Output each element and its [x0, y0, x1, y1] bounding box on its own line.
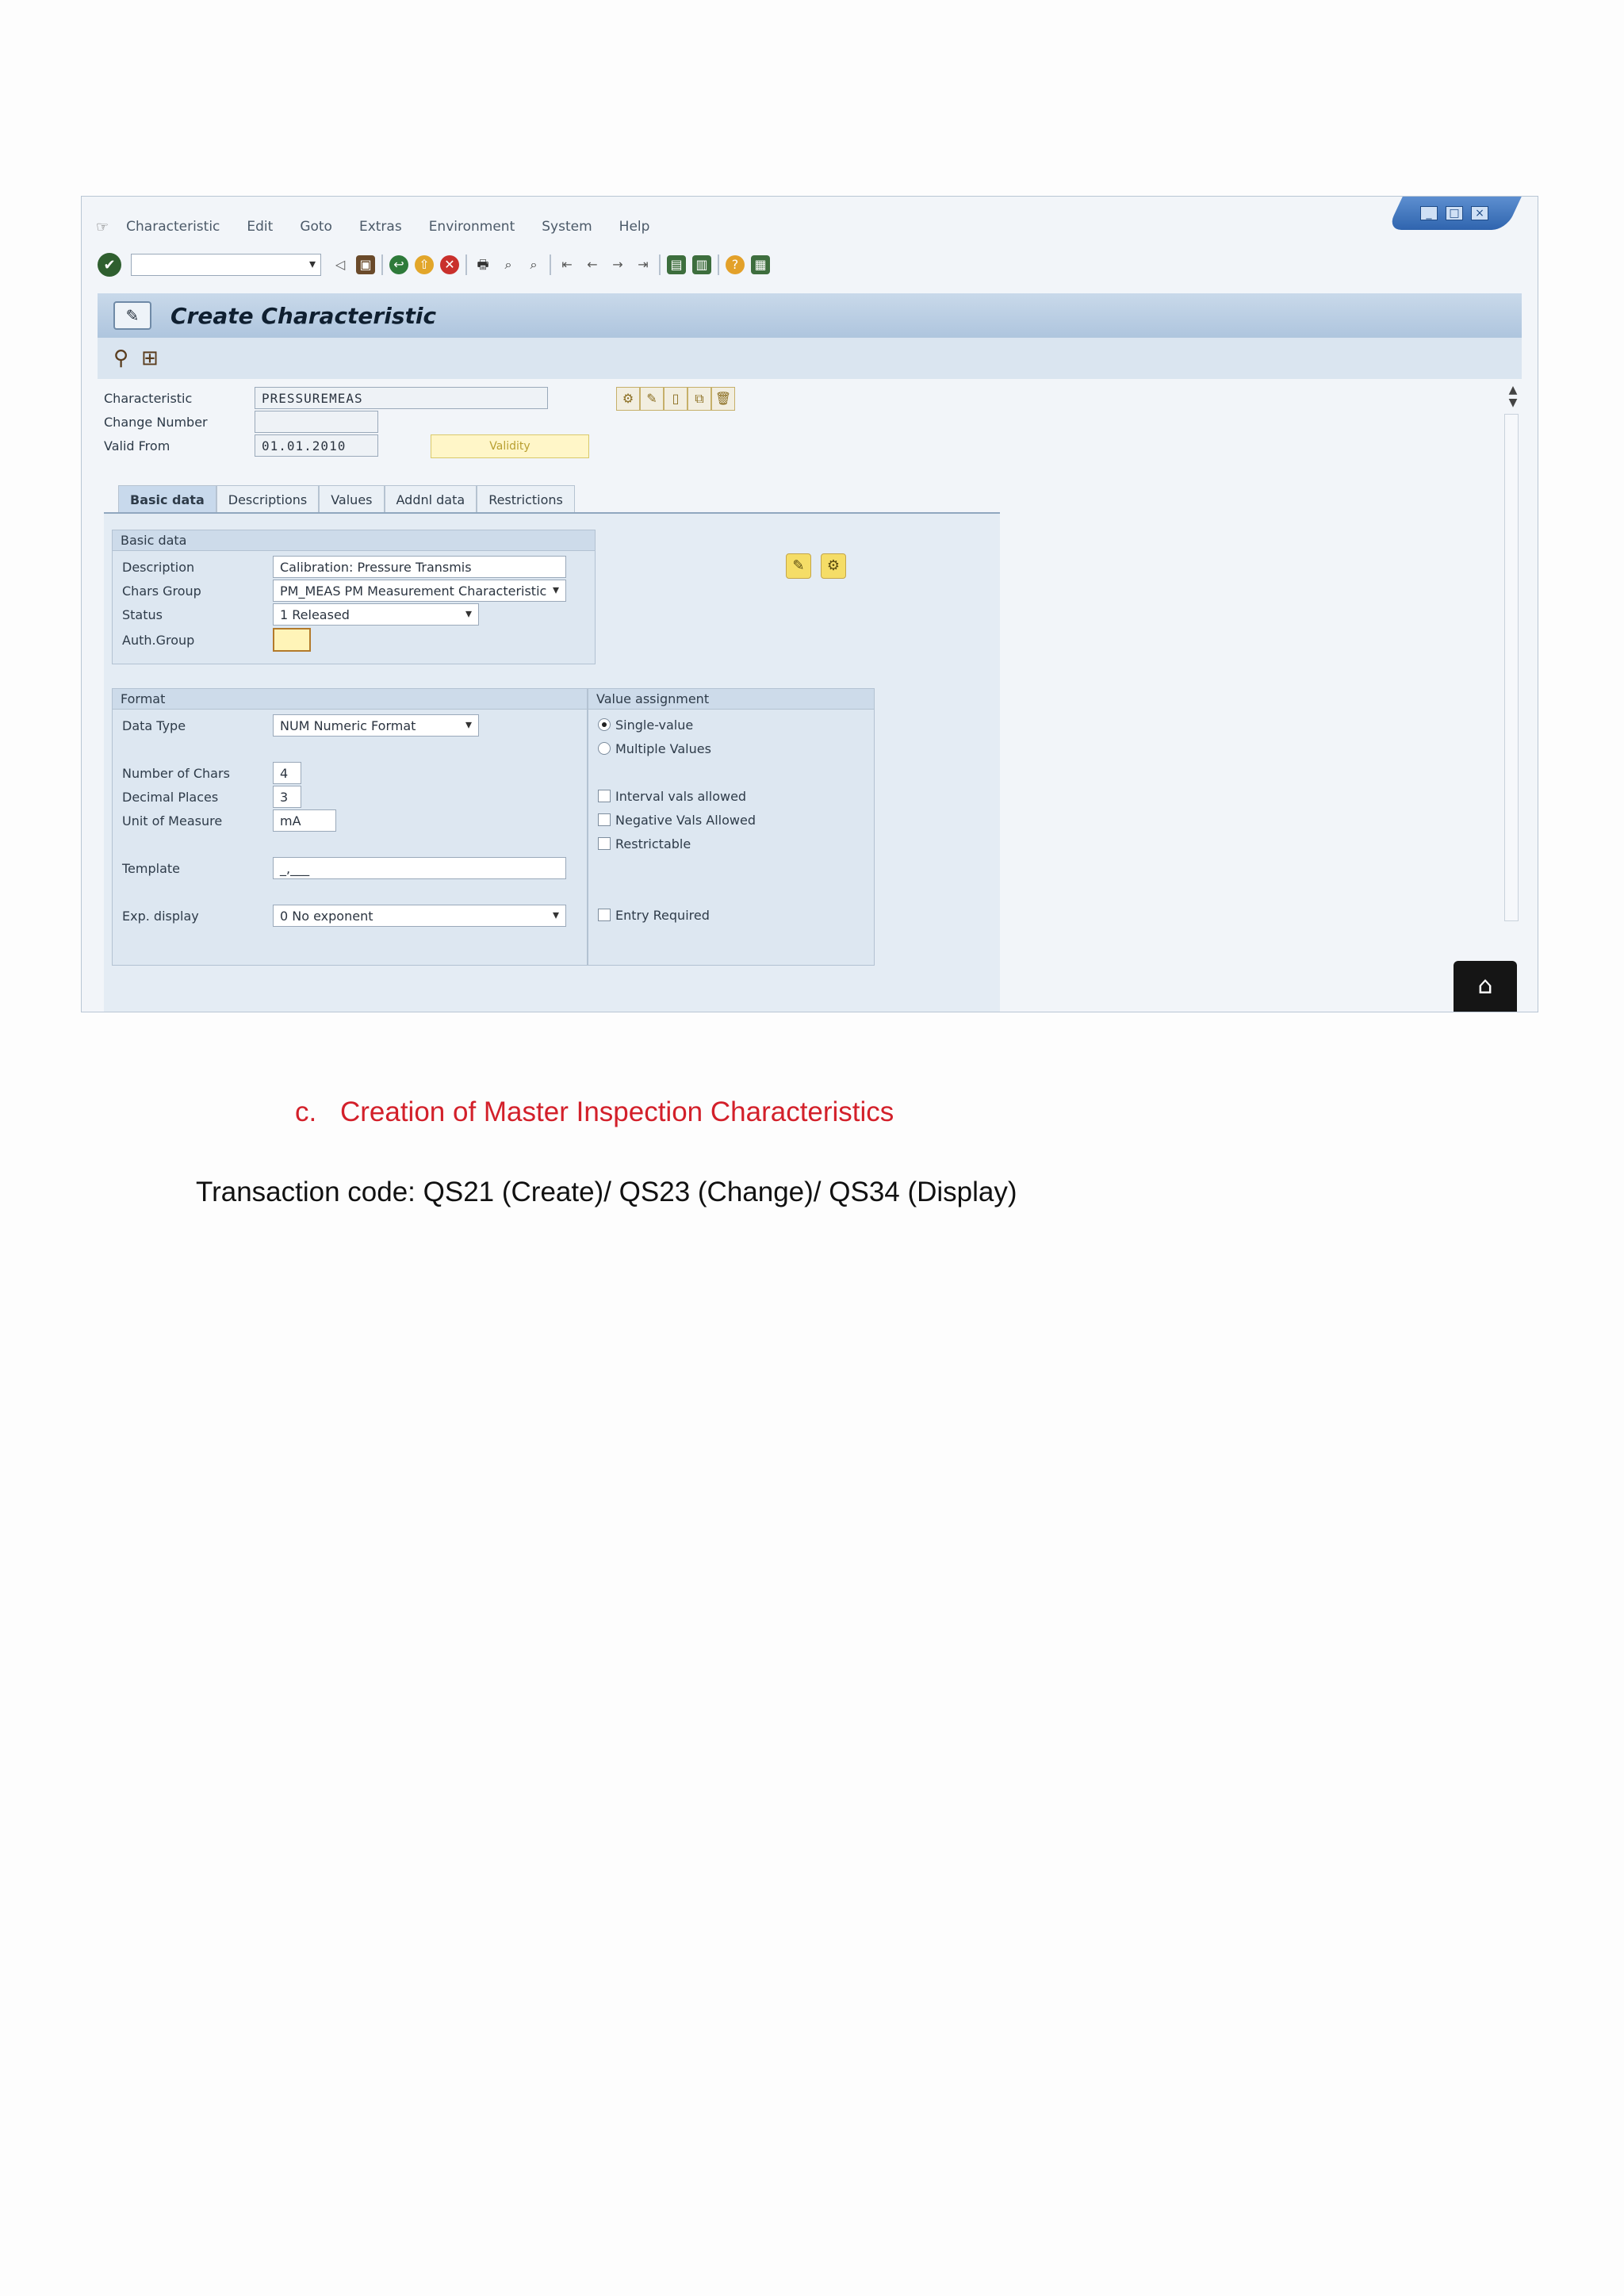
application-toolbar	[98, 338, 1522, 379]
maximize-button[interactable]: □	[1446, 206, 1463, 220]
negative-vals-checkbox[interactable]	[598, 813, 611, 826]
negative-vals-option[interactable]	[598, 809, 756, 830]
template-input[interactable]: _,___	[273, 857, 566, 879]
toolbar-separator	[659, 254, 661, 275]
restrictable-option[interactable]	[598, 833, 691, 854]
toolbar-separator	[550, 254, 551, 275]
description-side-icons	[786, 553, 846, 579]
entry-required-checkbox[interactable]	[598, 909, 611, 921]
save-icon[interactable]: ▣	[356, 255, 375, 274]
format-title: Format	[113, 689, 587, 710]
validity-button[interactable]: Validity	[431, 434, 589, 458]
menu-help[interactable]: Help	[619, 219, 650, 235]
auth-group-label: Auth.Group	[122, 632, 195, 648]
tab-basic-data[interactable]: Basic data	[118, 485, 216, 514]
new-session-icon[interactable]: ▤	[667, 255, 686, 274]
unit-of-measure-label: Unit of Measure	[122, 813, 223, 828]
characteristic-icon: ✎	[113, 301, 151, 330]
data-type-select[interactable]: NUM Numeric Format ▾	[273, 714, 479, 737]
toolbar-separator	[718, 254, 719, 275]
minimize-button[interactable]: _	[1420, 206, 1438, 220]
unit-of-measure-input[interactable]: mA	[273, 809, 336, 832]
help-icon[interactable]: ?	[726, 255, 745, 274]
data-type-label: Data Type	[122, 718, 186, 733]
next-page-icon[interactable]: →	[612, 257, 623, 272]
interval-vals-option[interactable]	[598, 786, 746, 806]
single-value-radio[interactable]	[598, 718, 611, 731]
last-page-icon[interactable]: ⇥	[638, 257, 649, 272]
page-title: Create Characteristic	[170, 302, 437, 329]
scrollbar-track[interactable]	[1504, 414, 1519, 921]
menu-goto[interactable]: Goto	[300, 219, 332, 235]
find-icon[interactable]: ⌕	[504, 257, 512, 272]
sap-window	[81, 196, 1538, 1012]
value-assignment-group	[588, 688, 875, 966]
change-number-field[interactable]	[255, 411, 378, 433]
header-icon-group	[616, 387, 735, 411]
menu-edit[interactable]: Edit	[247, 219, 274, 235]
section-heading-number: c.	[295, 1096, 317, 1127]
first-page-icon[interactable]: ⇤	[561, 257, 573, 272]
command-field[interactable]	[131, 254, 321, 276]
format-group	[112, 688, 588, 966]
new-document-icon[interactable]: ▯	[664, 387, 688, 411]
restrictable-label: Restrictable	[615, 836, 691, 851]
valid-from-label: Valid From	[104, 438, 170, 453]
multiple-values-option[interactable]	[598, 738, 711, 759]
enter-check-icon[interactable]: ✔	[98, 253, 121, 277]
exp-display-label: Exp. display	[122, 908, 199, 924]
shortcut-icon[interactable]: ▥	[692, 255, 711, 274]
interval-vals-checkbox[interactable]	[598, 790, 611, 802]
section-heading	[295, 1096, 894, 1128]
where-used-icon[interactable]: ⚙	[616, 387, 640, 411]
entry-required-option[interactable]	[598, 905, 710, 925]
menu-system[interactable]: System	[542, 219, 592, 235]
delete-icon[interactable]: 🗑	[711, 387, 735, 411]
restrictable-checkbox[interactable]	[598, 837, 611, 850]
translate-icon[interactable]: ⚙	[821, 553, 846, 579]
status-select[interactable]: 1 Released ▾	[273, 603, 479, 626]
change-number-label: Change Number	[104, 414, 208, 430]
layout-icon[interactable]: ▦	[751, 255, 770, 274]
tab-values[interactable]: Values	[319, 485, 384, 514]
cancel-icon[interactable]: ✕	[440, 255, 459, 274]
num-chars-label: Number of Chars	[122, 765, 230, 781]
back-icon[interactable]: ↩	[389, 255, 408, 274]
valid-from-field[interactable]: 01.01.2010	[255, 434, 378, 457]
chars-group-select[interactable]: PM_MEAS PM Measurement Characteristic ▾	[273, 580, 566, 602]
find-next-icon[interactable]: ⌕	[530, 257, 538, 272]
vertical-scrollbar[interactable]	[1504, 384, 1522, 955]
single-value-option[interactable]	[598, 714, 693, 735]
interval-vals-label: Interval vals allowed	[615, 788, 747, 804]
description-label: Description	[122, 559, 195, 575]
menu-bar	[96, 212, 649, 241]
characteristic-label: Characteristic	[104, 390, 193, 406]
description-input[interactable]: Calibration: Pressure Transmis	[273, 556, 566, 578]
transaction-code-text: Transaction code: QS21 (Create)/ QS23 (Change)/ QS34 (Display)	[196, 1177, 1017, 1207]
edit-long-text-icon[interactable]: ✎	[786, 553, 811, 579]
standard-toolbar	[98, 249, 1522, 281]
edit-pencil-icon[interactable]: ✎	[640, 387, 664, 411]
tab-addnl-data[interactable]: Addnl data	[385, 485, 477, 514]
menu-extras[interactable]: Extras	[358, 219, 402, 235]
class-assignment-icon[interactable]: ⚲	[113, 346, 129, 370]
print-icon[interactable]: 🖶	[477, 257, 489, 272]
toolbar-separator	[465, 254, 467, 275]
copy-icon[interactable]: ⧉	[688, 387, 711, 411]
tab-restrictions[interactable]: Restrictions	[477, 485, 575, 514]
chars-group-label: Chars Group	[122, 583, 201, 599]
back-arrow-icon[interactable]: ◁	[335, 257, 346, 272]
basic-data-group	[112, 530, 596, 664]
previous-page-icon[interactable]: ←	[587, 257, 598, 272]
window-controls	[1387, 197, 1522, 230]
menu-arrow-icon[interactable]: ☞	[96, 218, 109, 235]
multiple-values-radio[interactable]	[598, 742, 611, 755]
template-label: Template	[122, 860, 181, 876]
num-chars-input[interactable]: 4	[273, 762, 301, 784]
exit-icon[interactable]: ⇧	[415, 255, 434, 274]
decimal-places-label: Decimal Places	[122, 789, 219, 805]
entry-required-label: Entry Required	[615, 907, 710, 923]
decimal-places-input[interactable]: 3	[273, 786, 301, 808]
multiple-values-label: Multiple Values	[615, 740, 711, 756]
auth-group-input[interactable]	[273, 628, 311, 652]
sap-logo-icon: ⌂	[1454, 961, 1517, 1012]
status-label: Status	[122, 607, 163, 622]
tab-descriptions[interactable]: Descriptions	[216, 485, 319, 514]
toolbar-separator	[381, 254, 383, 275]
tab-strip	[118, 485, 575, 514]
section-heading-text: Creation of Master Inspection Characteristics	[339, 1096, 894, 1127]
basic-data-title: Basic data	[113, 530, 595, 551]
menu-characteristic[interactable]: Characteristic	[126, 219, 220, 235]
title-bar	[98, 293, 1522, 338]
negative-vals-label: Negative Vals Allowed	[615, 812, 756, 828]
hierarchy-icon[interactable]: ⊞	[141, 346, 159, 370]
single-value-label: Single-value	[615, 717, 694, 733]
value-assignment-title: Value assignment	[588, 689, 874, 710]
characteristic-field[interactable]: PRESSUREMEAS	[255, 387, 548, 409]
close-button[interactable]: ×	[1471, 206, 1488, 220]
menu-environment[interactable]: Environment	[428, 219, 515, 235]
scroll-down-arrow-icon[interactable]: ▼	[1508, 396, 1518, 409]
tab-panel-basic-data	[104, 514, 1000, 1012]
exp-display-select[interactable]: 0 No exponent ▾	[273, 905, 566, 927]
scroll-up-arrow-icon[interactable]: ▲	[1508, 384, 1518, 396]
